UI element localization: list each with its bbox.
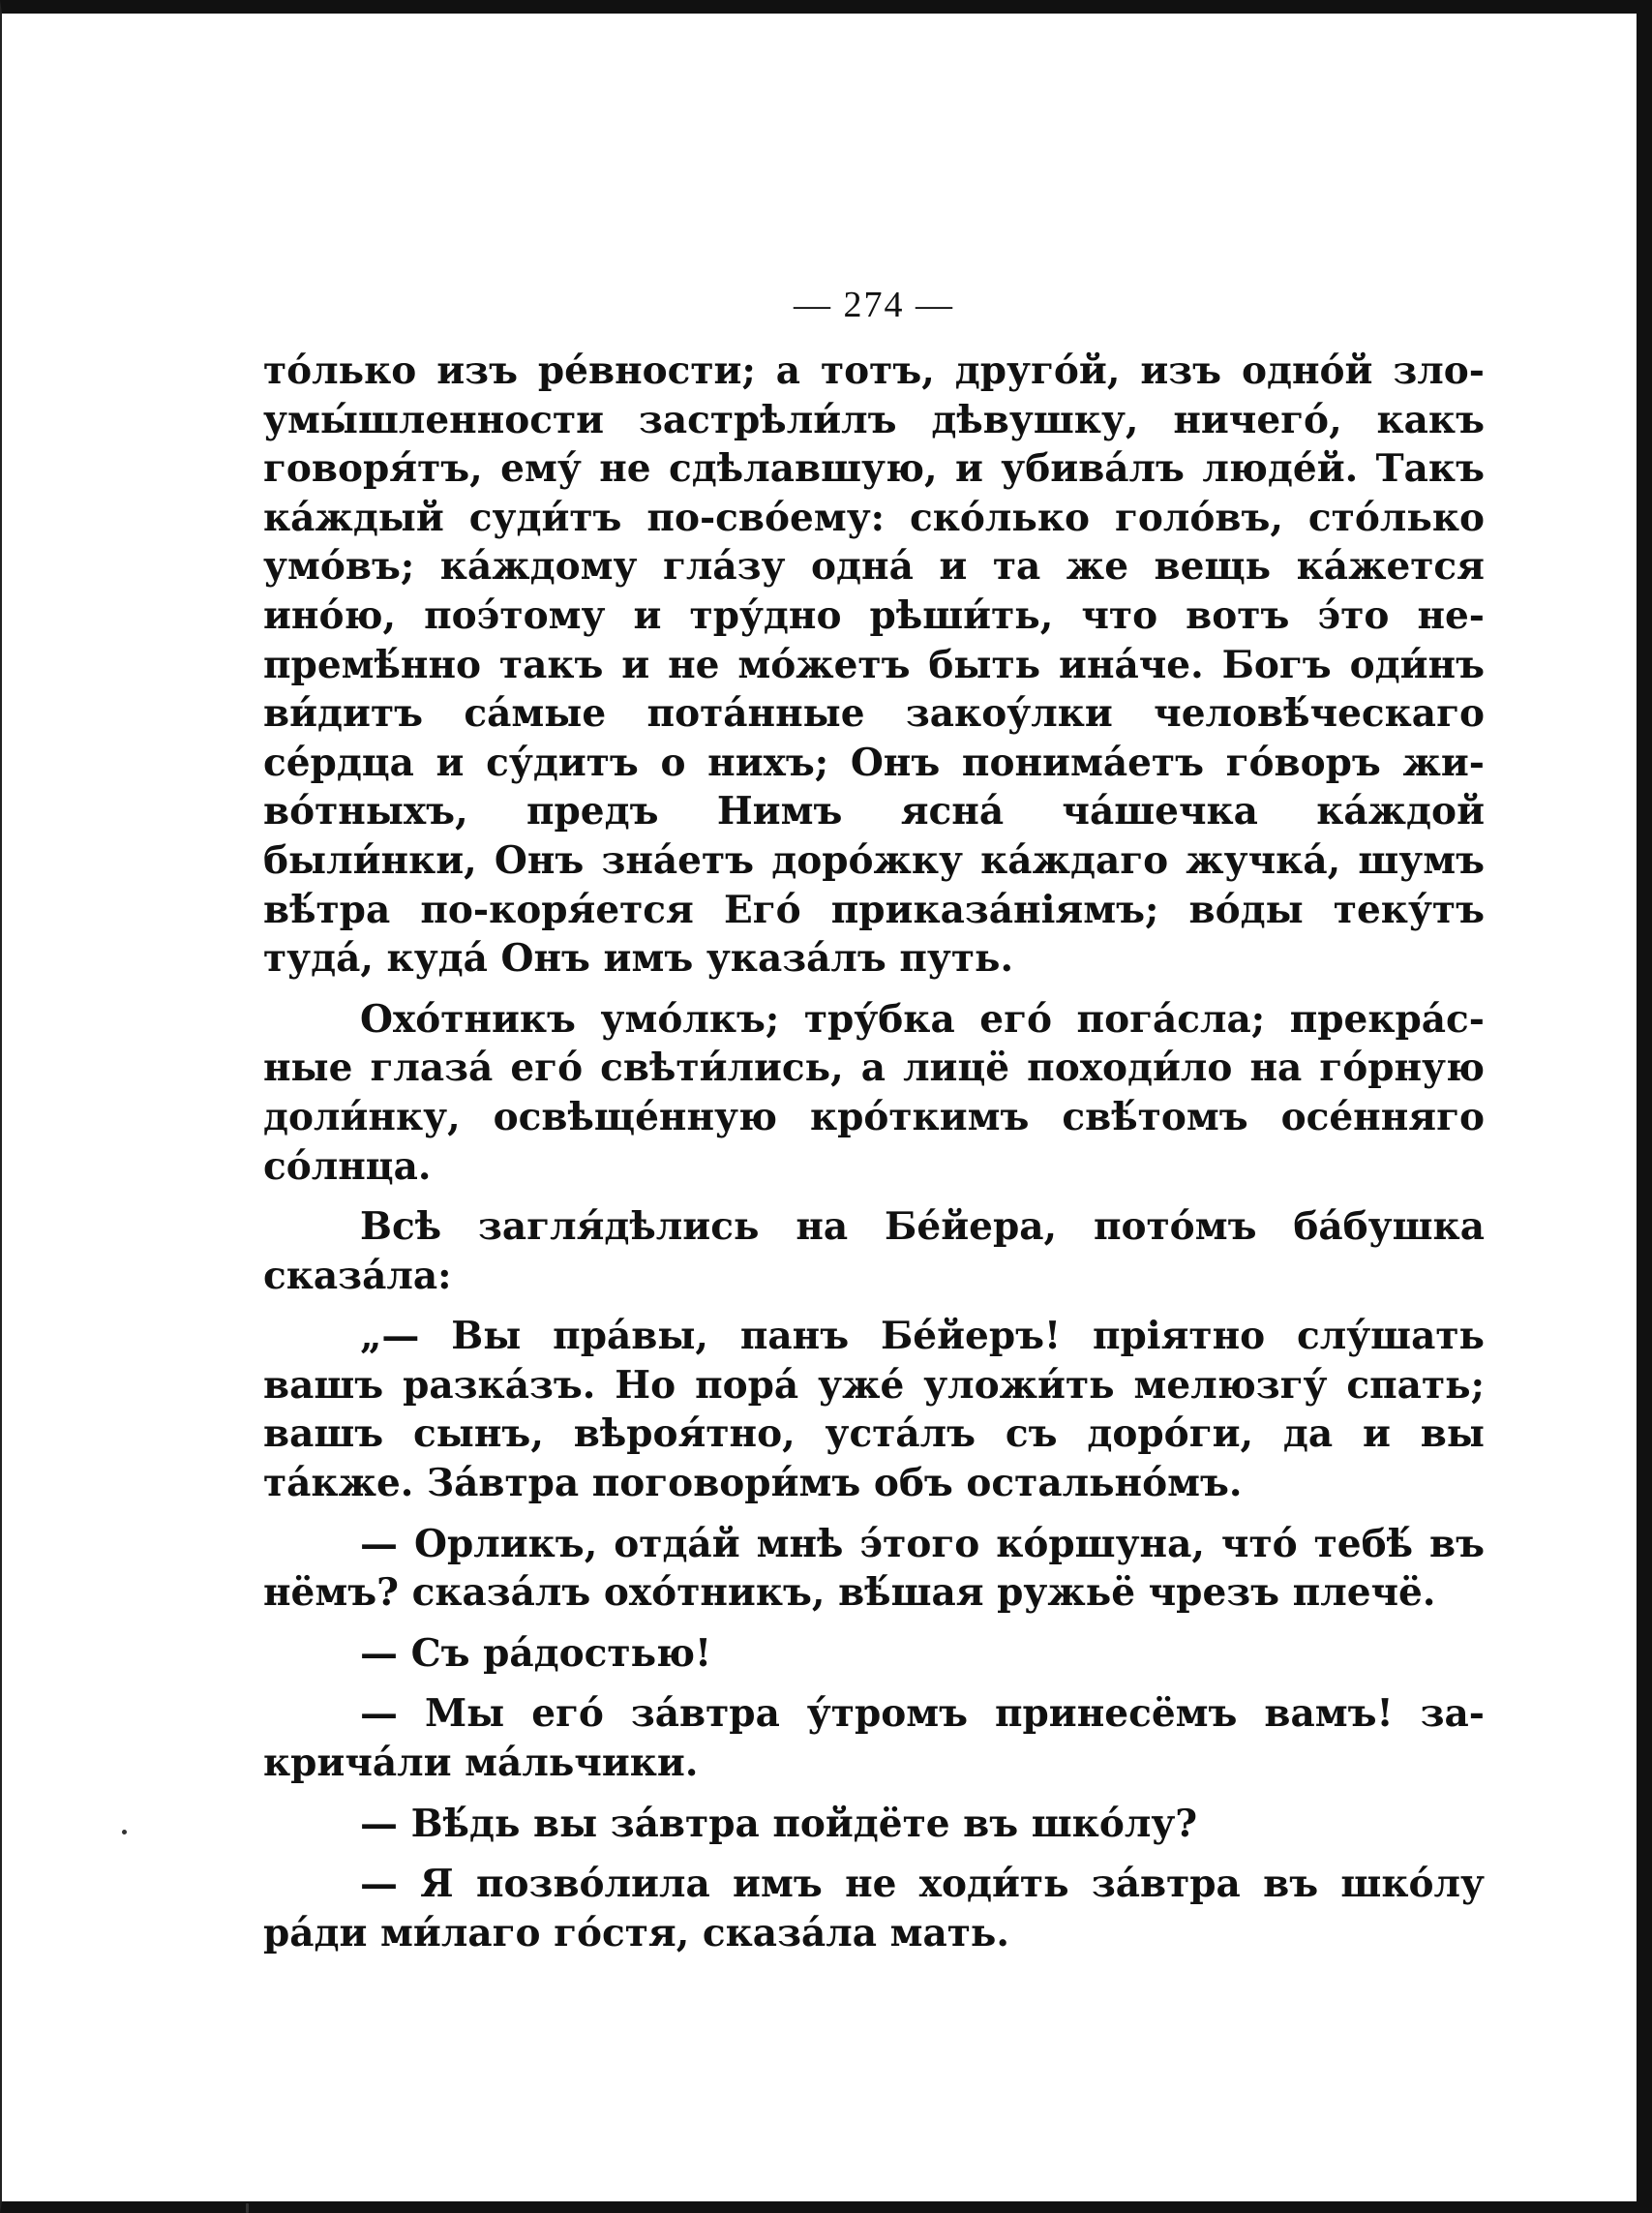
paragraph: — Я позво́лила имъ не ходи́ть за́втра въ шко́лу ра́ди ми́лаго го́стя, сказа́ла мать. xyxy=(263,1862,1485,1955)
book-page xyxy=(263,275,1485,1969)
paragraph: то́лько изъ ре́вности; а тотъ, друго́й, изъ одно́й зло-умы́шленности застрѣли́лъ дѣвушку, ничего́, какъ говоря́тъ, ему́ не сдѣлавшую, и убива́лъ люде́й. Такъ ка́ждый суди́тъ по-сво́ему: ско́лько голо́въ, сто́лько умо́въ; ка́ждому гла́зу одна́ и та же вещь ка́жется ино́ю, поэ́тому и тру́дно рѣши́ть, что вотъ э́то не-премѣ́нно такъ и не мо́жетъ быть ина́че. Богъ оди́нъ ви́дитъ са́мые пота́нные закоу́лки человѣ́ческаго се́рдца и су́дитъ о нихъ; Онъ понима́етъ го́воръ жи-во́тныхъ, предъ Нимъ ясна́ ча́шечка ка́ждой были́нки, Онъ зна́етъ доро́жку ка́ждаго жучка́, шумъ вѣ́тра по-коря́ется Его́ приказа́ніямъ; во́ды теку́тъ туда́, куда́ Онъ имъ указа́лъ путь. xyxy=(263,349,1485,982)
page-number: — 274 — xyxy=(794,285,954,325)
scan-speck xyxy=(122,1830,127,1834)
paragraph: — Вѣ́дь вы за́втра пойдёте въ шко́лу? xyxy=(360,1801,1198,1846)
paragraph: Всѣ загля́дѣлись на Бе́йера, пото́мъ ба́бушка сказа́ла: xyxy=(263,1204,1485,1298)
paragraph: — Съ ра́достью! xyxy=(360,1630,712,1676)
paragraph: „— Вы пра́вы, панъ Бе́йеръ! пріятно слу́шать вашъ разка́зъ. Но пора́ уже́ уложи́ть мелюзгу́ спать; вашъ сынъ, вѣроя́тно, уста́лъ съ доро́ги, да и вы та́кже. За́втра поговори́мъ объ остально́мъ. xyxy=(263,1314,1485,1506)
paragraph: — Мы его́ за́втра у́тромъ принесёмъ вамъ! за-крича́ли ма́льчики. xyxy=(263,1691,1485,1786)
scan-speck xyxy=(246,2203,249,2213)
body-text xyxy=(263,347,1485,1957)
paragraph: — Орликъ, отда́й мнѣ э́того ко́ршуна, что́ тебѣ́ въ нёмъ? сказа́лъ охо́тникъ, вѣ́шая ружьё чрезъ плечё. xyxy=(263,1521,1485,1616)
paragraph: Охо́тникъ умо́лкъ; тру́бка его́ пога́сла; прекра́с-ные глаза́ его́ свѣти́лись, а лицё походи́ло на го́рную доли́нку, освѣще́нную кро́ткимъ свѣ́томъ осе́нняго со́лнца. xyxy=(263,996,1485,1189)
